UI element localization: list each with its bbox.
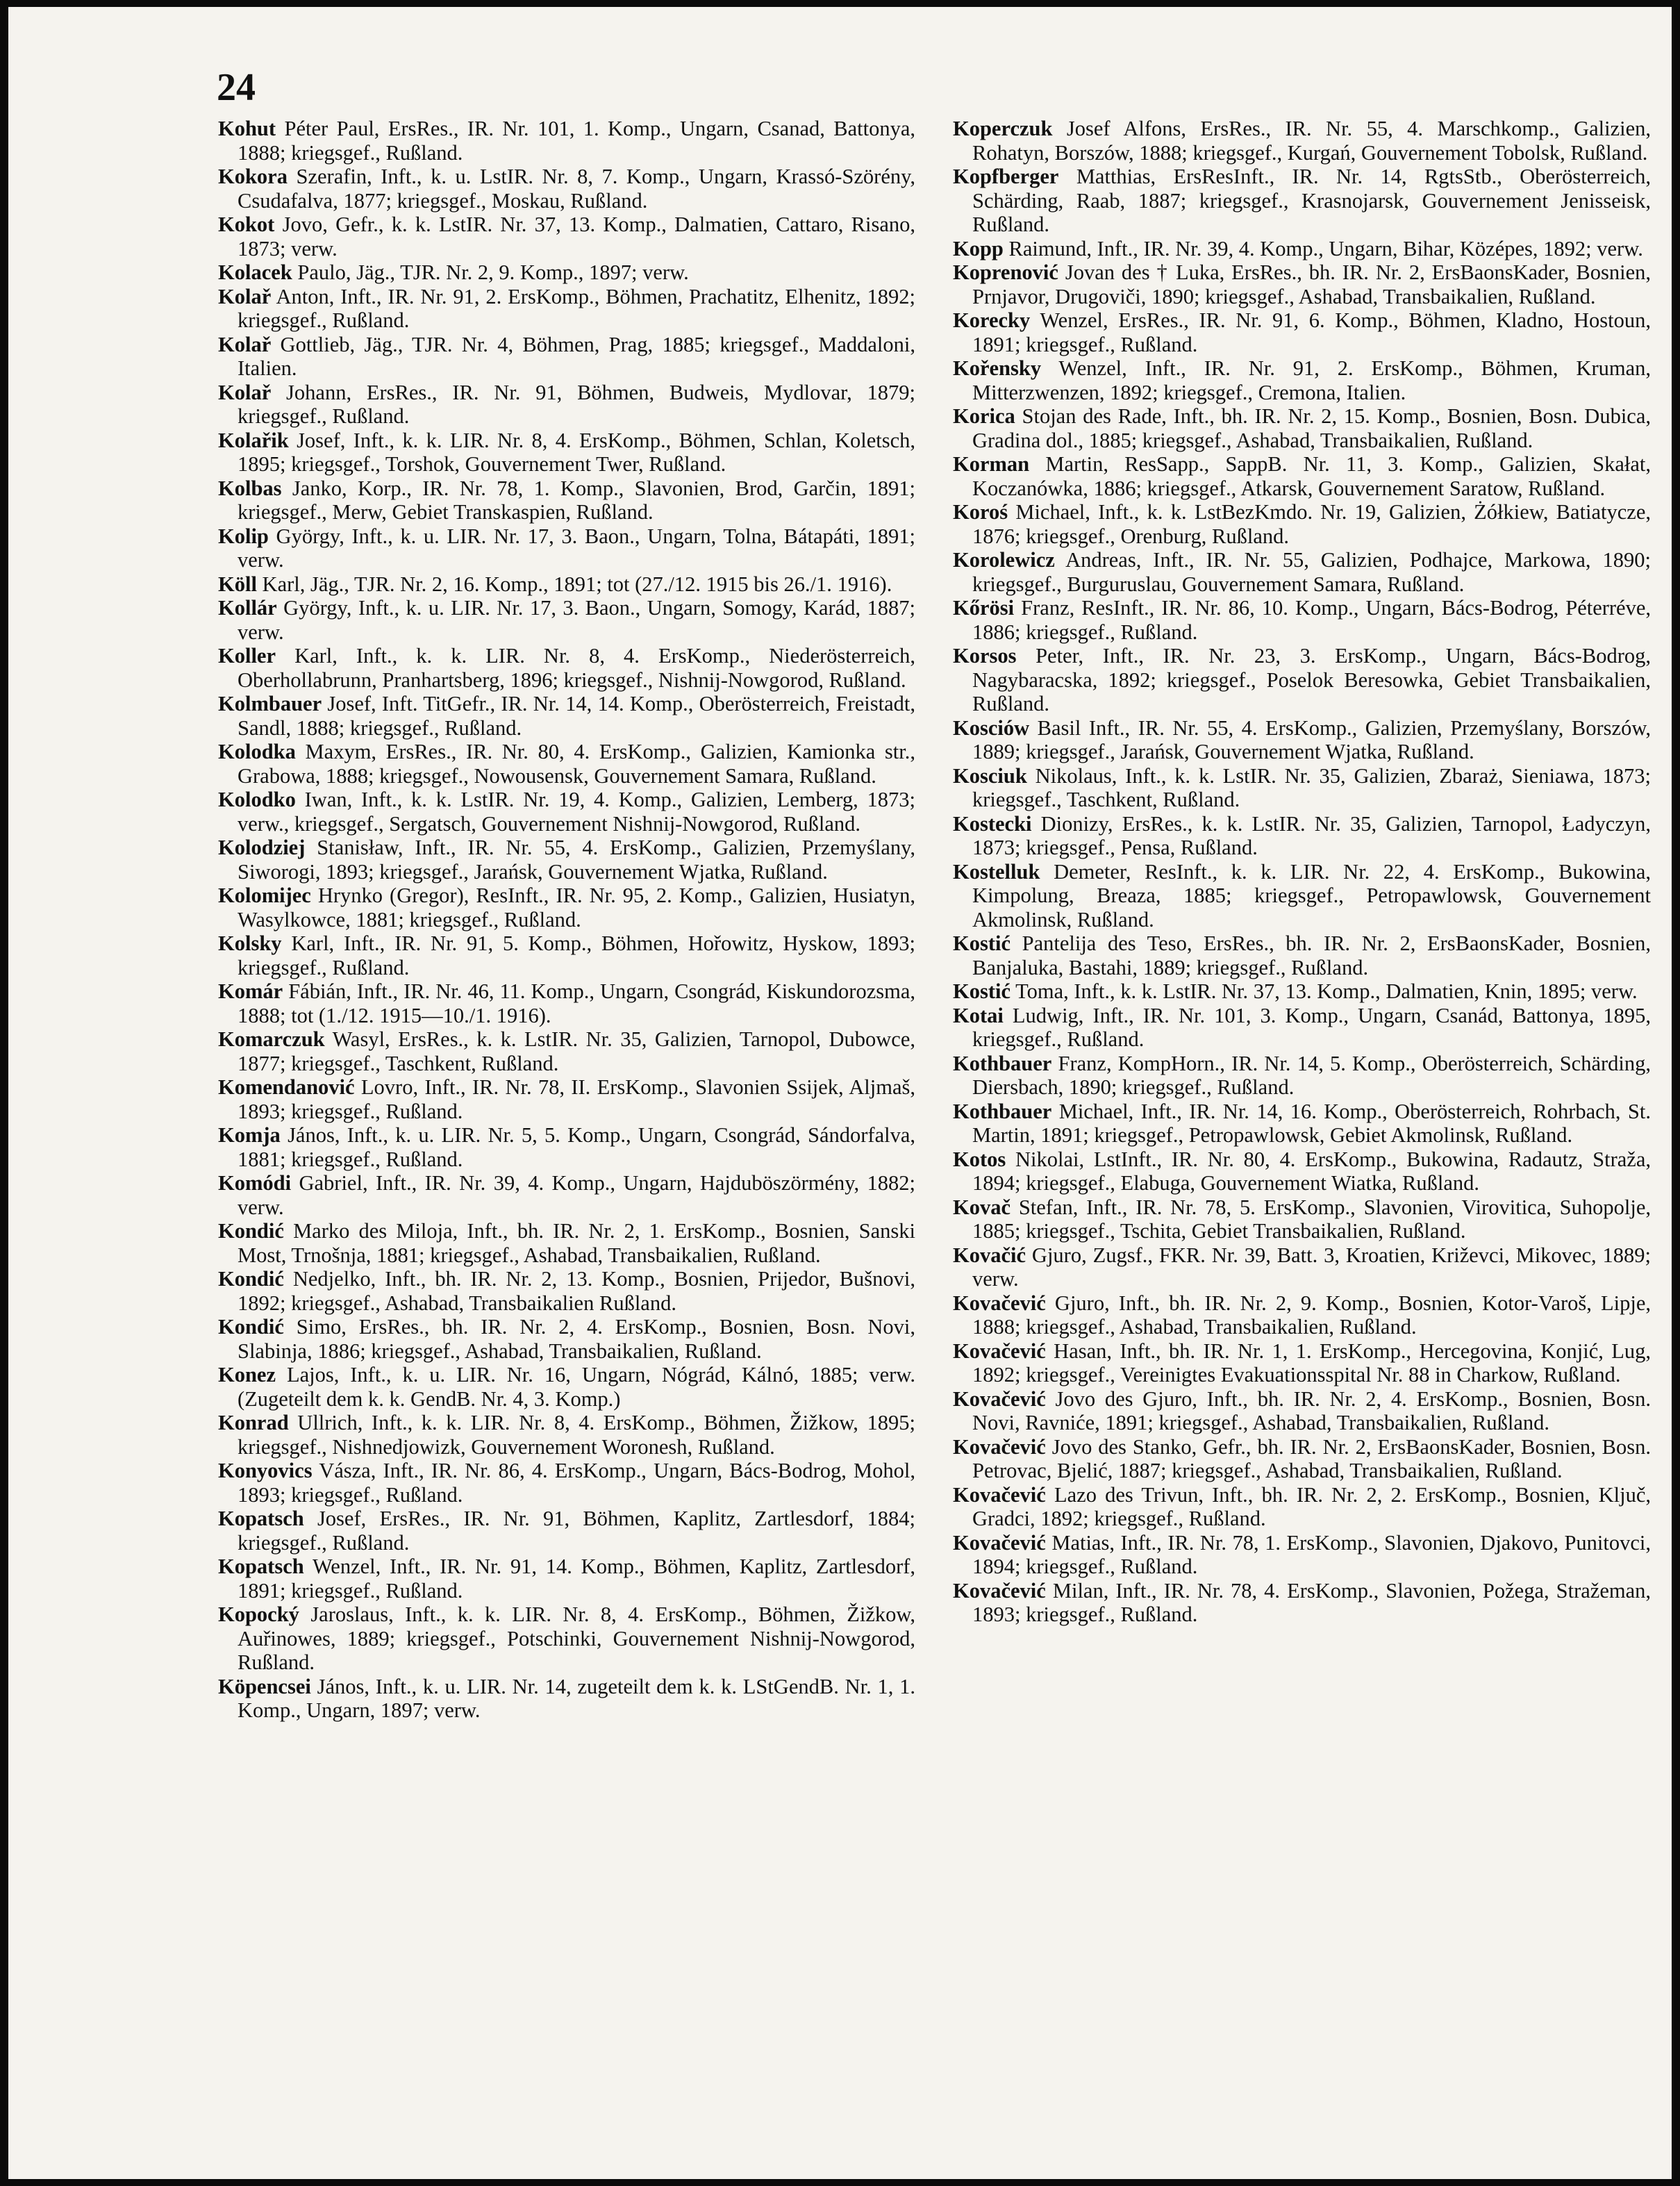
entry-details: Janko, Korp., IR. Nr. 78, 1. Komp., Slavonien, Brod, Garčin, 1891; kriegsgef., Merw, Gebiet Transkaspien, Rußland. bbox=[238, 476, 915, 524]
entry-details: Jaroslaus, Inft., k. k. LIR. Nr. 8, 4. ErsKomp., Böhmen, Žižkow, Auřinowes, 1889; kriegsgef., Potschinki, Gouvernement Nishnij-Nowgorod, Rußland. bbox=[238, 1603, 915, 1674]
entry-details: Hrynko (Gregor), ResInft., IR. Nr. 95, 2. Komp., Galizien, Husiatyn, Wasylkowce, 1881; kriegsgef., Rußland. bbox=[238, 884, 915, 931]
register-entry bbox=[953, 260, 1651, 308]
register-entry bbox=[218, 1315, 915, 1363]
register-entry bbox=[953, 308, 1651, 356]
register-entry bbox=[218, 429, 915, 477]
register-entry bbox=[218, 572, 915, 597]
entry-details: Lajos, Inft., k. u. LIR. Nr. 16, Ungarn, Nógrád, Kálnó, 1885; verw. (Zugeteilt dem k. k. GendB. Nr. 4, 3. Komp.) bbox=[238, 1363, 915, 1411]
entry-surname: Kovačić bbox=[953, 1243, 1026, 1267]
entry-surname: Kovačević bbox=[953, 1386, 1046, 1411]
entry-surname: Kolař bbox=[218, 332, 272, 356]
register-entry bbox=[953, 1243, 1651, 1291]
entry-details: Wenzel, ErsRes., IR. Nr. 91, 6. Komp., Böhmen, Kladno, Hostoun, 1891; kriegsgef., Rußland. bbox=[972, 308, 1651, 356]
entry-details: Karl, Jäg., TJR. Nr. 2, 16. Komp., 1891; tot (27./12. 1915 bis 26./1. 1916). bbox=[262, 572, 892, 596]
entry-details: Milan, Inft., IR. Nr. 78, 4. ErsKomp., Slavonien, Požega, Stražeman, 1893; kriegsgef., Rußland. bbox=[972, 1578, 1651, 1626]
register-entry bbox=[218, 1075, 915, 1123]
entry-details: Lovro, Inft., IR. Nr. 78, II. ErsKomp., Slavonien Ssijek, Aljmaš, 1893; kriegsgef., Rußland. bbox=[238, 1075, 915, 1123]
register-entry bbox=[953, 548, 1651, 596]
entry-details: Szerafin, Inft., k. u. LstIR. Nr. 8, 7. Komp., Ungarn, Krassó-Szörény, Csudafalva, 1877; kriegsgef., Moskau, Rußland. bbox=[238, 165, 915, 213]
entry-surname: Kopatsch bbox=[218, 1507, 304, 1530]
entry-surname: Kotos bbox=[953, 1147, 1006, 1171]
entry-details: Gottlieb, Jäg., TJR. Nr. 4, Böhmen, Prag, 1885; kriegsgef., Maddaloni, Italien. bbox=[238, 332, 915, 380]
entry-surname: Korica bbox=[953, 404, 1015, 428]
entry-surname: Kohut bbox=[218, 117, 276, 140]
register-entry bbox=[218, 644, 915, 692]
entry-surname: Kondić bbox=[218, 1267, 284, 1291]
entry-details: Simo, ErsRes., bh. IR. Nr. 2, 4. ErsKomp., Bosnien, Bosn. Novi, Slabinja, 1886; kriegsgef., Ashabad, Transbaikalien, Rußland. bbox=[238, 1315, 915, 1363]
entry-details: Paulo, Jäg., TJR. Nr. 2, 9. Komp., 1897; verw. bbox=[297, 260, 689, 284]
entry-surname: Kolodziej bbox=[218, 836, 306, 859]
entry-details: Gabriel, Inft., IR. Nr. 39, 4. Komp., Ungarn, Hajduböszörmény, 1882; verw. bbox=[238, 1171, 915, 1219]
register-entry bbox=[218, 1603, 915, 1675]
register-entry bbox=[953, 979, 1651, 1004]
register-entry bbox=[218, 1123, 915, 1171]
register-entry bbox=[953, 1387, 1651, 1435]
entry-details: Wenzel, Inft., IR. Nr. 91, 14. Komp., Böhmen, Kaplitz, Zartlesdorf, 1891; kriegsgef., Rußland. bbox=[238, 1555, 915, 1603]
entry-details: Karl, Inft., IR. Nr. 91, 5. Komp., Böhmen, Hořowitz, Hyskow, 1893; kriegsgef., Rußland. bbox=[238, 931, 915, 979]
entry-surname: Kořensky bbox=[953, 356, 1042, 380]
entry-surname: Kollár bbox=[218, 596, 277, 620]
entry-surname: Kopatsch bbox=[218, 1555, 304, 1578]
entry-surname: Kovačević bbox=[953, 1578, 1046, 1603]
entry-surname: Konez bbox=[218, 1363, 276, 1386]
entry-details: Ludwig, Inft., IR. Nr. 101, 3. Komp., Ungarn, Csanád, Battonya, 1895, kriegsgef., Rußland. bbox=[972, 1003, 1651, 1051]
entry-details: Dionizy, ErsRes., k. k. LstIR. Nr. 35, Galizien, Tarnopol, Ładyczyn, 1873; kriegsgef., Pensa, Rußland. bbox=[972, 811, 1651, 859]
entry-surname: Kondić bbox=[218, 1315, 284, 1339]
entry-details: Gjuro, Inft., bh. IR. Nr. 2, 9. Komp., Bosnien, Kotor-Varoš, Lipje, 1888; kriegsgef., Ashabad, Transbaikalien, Rußland. bbox=[972, 1291, 1651, 1339]
register-entry bbox=[218, 1411, 915, 1459]
entry-surname: Kovačević bbox=[953, 1530, 1046, 1555]
register-entry bbox=[953, 596, 1651, 644]
entry-details: Gjuro, Zugsf., FKR. Nr. 39, Batt. 3, Kroatien, Križevci, Mikovec, 1889; verw. bbox=[972, 1243, 1651, 1291]
entry-details: Karl, Inft., k. k. LIR. Nr. 8, 4. ErsKomp., Niederösterreich, Oberhollabrunn, Pranhartsberg, 1896; kriegsgef., Nishnij-Nowgorod, Rußland. bbox=[238, 644, 915, 692]
register-entry bbox=[953, 165, 1651, 237]
entry-surname: Kolmbauer bbox=[218, 692, 322, 715]
entry-details: Franz, KompHorn., IR. Nr. 14, 5. Komp., Oberösterreich, Schärding, Diersbach, 1890; kriegsgef., Rußland. bbox=[972, 1051, 1651, 1099]
entry-details: Nedjelko, Inft., bh. IR. Nr. 2, 13. Komp., Bosnien, Prijedor, Bušnovi, 1892; kriegsgef., Ashabad, Transbaikalien Rußland. bbox=[238, 1267, 915, 1315]
entry-surname: Kolodko bbox=[218, 788, 296, 811]
register-entry bbox=[953, 500, 1651, 548]
entry-details: Toma, Inft., k. k. LstIR. Nr. 37, 13. Komp., Dalmatien, Knin, 1895; verw. bbox=[1015, 979, 1638, 1003]
entry-details: Marko des Miloja, Inft., bh. IR. Nr. 2, 1. ErsKomp., Bosnien, Sanski Most, Trnošnja, 1881; kriegsgef., Ashabad, Transbaikalien, Rußland. bbox=[238, 1219, 915, 1267]
entry-surname: Komódi bbox=[218, 1171, 292, 1195]
entry-details: Franz, ResInft., IR. Nr. 86, 10. Komp., Ungarn, Bács-Bodrog, Péterréve, 1886; kriegsgef., Rußland. bbox=[972, 596, 1651, 644]
entry-surname: Korman bbox=[953, 452, 1030, 476]
entry-surname: Koroś bbox=[953, 500, 1008, 524]
register-entry bbox=[218, 1459, 915, 1507]
entry-details: Raimund, Inft., IR. Nr. 39, 4. Komp., Ungarn, Bihar, Középes, 1892; verw. bbox=[1008, 236, 1643, 260]
entry-details: Josef Alfons, ErsRes., IR. Nr. 55, 4. Marschkomp., Galizien, Rohatyn, Borszów, 1888; kriegsgef., Kurgań, Gouvernement Tobolsk, Rußland. bbox=[972, 117, 1651, 165]
entry-surname: Köpencsei bbox=[218, 1674, 311, 1698]
entry-surname: Koprenović bbox=[953, 260, 1058, 284]
register-entry bbox=[218, 213, 915, 260]
entry-surname: Koperczuk bbox=[953, 117, 1053, 140]
entry-details: Péter Paul, ErsRes., IR. Nr. 101, 1. Komp., Ungarn, Csanad, Battonya, 1888; kriegsgef., Rußland. bbox=[238, 117, 915, 165]
entry-surname: Kolařik bbox=[218, 428, 289, 452]
entry-details: János, Inft., k. u. LIR. Nr. 5, 5. Komp., Ungarn, Csongrád, Sándorfalva, 1881; kriegsgef., Rußland. bbox=[238, 1123, 915, 1171]
entry-surname: Kosciów bbox=[953, 715, 1030, 740]
entry-details: György, Inft., k. u. LIR. Nr. 17, 3. Baon., Ungarn, Tolna, Bátapáti, 1891; verw. bbox=[238, 524, 915, 572]
entry-surname: Kotai bbox=[953, 1003, 1004, 1027]
entry-details: Wenzel, Inft., IR. Nr. 91, 2. ErsKomp., Böhmen, Kruman, Mitterzwenzen, 1892; kriegsgef., Cremona, Italien. bbox=[972, 356, 1651, 404]
entry-surname: Kostelluk bbox=[953, 859, 1040, 884]
entry-surname: Kopocký bbox=[218, 1603, 299, 1626]
register-entry bbox=[953, 764, 1651, 812]
entry-surname: Kovačević bbox=[953, 1482, 1046, 1507]
entry-surname: Köll bbox=[218, 572, 257, 596]
entry-surname: Kovačević bbox=[953, 1434, 1046, 1459]
register-entry bbox=[218, 1507, 915, 1555]
register-entry bbox=[218, 285, 915, 333]
entry-surname: Kolař bbox=[218, 380, 272, 404]
entry-details: Basil Inft., IR. Nr. 55, 4. ErsKomp., Galizien, Przemyślany, Borszów, 1889; kriegsgef., Jarańsk, Gouvernement Wjatka, Rußland. bbox=[972, 715, 1651, 763]
entry-details: Johann, ErsRes., IR. Nr. 91, Böhmen, Budweis, Mydlovar, 1879; kriegsgef., Rußland. bbox=[238, 380, 915, 428]
register-entry bbox=[218, 381, 915, 429]
register-entry bbox=[953, 812, 1651, 860]
entry-details: Michael, Inft., IR. Nr. 14, 16. Komp., Oberösterreich, Rohrbach, St. Martin, 1891; kriegsgef., Petropawlowsk, Gebiet Akmolinsk, Rußland. bbox=[972, 1099, 1651, 1147]
entry-details: Andreas, Inft., IR. Nr. 55, Galizien, Podhajce, Markowa, 1890; kriegsgef., Burguruslau, Gouvernement Samara, Rußland. bbox=[972, 548, 1651, 596]
page-number: 24 bbox=[217, 66, 256, 109]
entry-surname: Kokora bbox=[218, 165, 288, 188]
register-entry bbox=[218, 333, 915, 381]
register-entry bbox=[953, 860, 1651, 932]
register-entry bbox=[218, 788, 915, 836]
register-entry bbox=[218, 692, 915, 740]
register-entry bbox=[953, 1052, 1651, 1100]
entry-details: Josef, Inft., k. k. LIR. Nr. 8, 4. ErsKomp., Böhmen, Schlan, Koletsch, 1895; kriegsgef., Torshok, Gouvernement Twer, Rußland. bbox=[238, 428, 915, 476]
entry-details: Matthias, ErsResInft., IR. Nr. 14, RgtsStb., Oberösterreich, Schärding, Raab, 1887; kriegsgef., Krasnojarsk, Gouvernement Jenisseisk, Rußland. bbox=[972, 165, 1651, 236]
register-entry bbox=[218, 740, 915, 788]
register-entry bbox=[953, 1291, 1651, 1339]
entry-details: Michael, Inft., k. k. LstBezKmdo. Nr. 19, Galizien, Żółkiew, Batiatycze, 1876; kriegsgef., Orenburg, Rußland. bbox=[972, 500, 1651, 548]
entry-surname: Komarczuk bbox=[218, 1027, 325, 1051]
entry-details: Josef, Inft. TitGefr., IR. Nr. 14, 14. Komp., Oberösterreich, Freistadt, Sandl, 1888; kriegsgef., Rußland. bbox=[238, 692, 915, 740]
entry-surname: Korolewicz bbox=[953, 548, 1055, 572]
register-entry bbox=[218, 1363, 915, 1411]
register-entry bbox=[218, 1555, 915, 1603]
entry-details: Matias, Inft., IR. Nr. 78, 1. ErsKomp., Slavonien, Djakovo, Punitovci, 1894; kriegsgef., Rußland. bbox=[972, 1530, 1651, 1578]
entry-details: Nikolaus, Inft., k. k. LstIR. Nr. 35, Galizien, Zbaraż, Sieniawa, 1873; kriegsgef., Taschkent, Rußland. bbox=[972, 763, 1651, 811]
register-entry bbox=[218, 1219, 915, 1267]
entry-surname: Kovačević bbox=[953, 1291, 1046, 1315]
entry-details: Jovo des Gjuro, Inft., bh. IR. Nr. 2, 4. ErsKomp., Bosnien, Bosn. Novi, Ravniće, 1891; kriegsgef., Ashabad, Transbaikalien, Rußland. bbox=[972, 1386, 1651, 1434]
right-column bbox=[953, 117, 1651, 2145]
entry-details: Josef, ErsRes., IR. Nr. 91, Böhmen, Kaplitz, Zartlesdorf, 1884; kriegsgef., Rußland. bbox=[238, 1507, 915, 1555]
register-entry bbox=[218, 260, 915, 285]
entry-surname: Kolsky bbox=[218, 931, 282, 955]
entry-surname: Koller bbox=[218, 644, 276, 668]
register-entry bbox=[953, 644, 1651, 716]
left-column bbox=[218, 117, 915, 2145]
entry-details: Vásza, Inft., IR. Nr. 86, 4. ErsKomp., Ungarn, Bács-Bodrog, Mohol, 1893; kriegsgef., Rußland. bbox=[238, 1459, 915, 1507]
entry-surname: Kokot bbox=[218, 213, 275, 236]
entry-surname: Komja bbox=[218, 1123, 281, 1147]
entry-details: Hasan, Inft., bh. IR. Nr. 1, 1. ErsKomp., Hercegovina, Konjić, Lug, 1892; kriegsgef., Vereinigtes Evakuationsspital Nr. 88 in Charkow, Rußland. bbox=[972, 1339, 1651, 1386]
register-entry bbox=[953, 1531, 1651, 1579]
register-entry bbox=[218, 1171, 915, 1219]
entry-details: Ullrich, Inft., k. k. LIR. Nr. 8, 4. ErsKomp., Böhmen, Žižkow, 1895; kriegsgef., Nishnedjowizk, Gouvernement Woronesh, Rußland. bbox=[238, 1411, 915, 1459]
entry-surname: Konyovics bbox=[218, 1459, 313, 1482]
entry-details: Jovan des † Luka, ErsRes., bh. IR. Nr. 2, ErsBaonsKader, Bosnien, Prnjavor, Drugoviči, 1890; kriegsgef., Ashabad, Transbaikalien, Rußland. bbox=[972, 260, 1651, 308]
entry-surname: Komendanović bbox=[218, 1075, 355, 1099]
entry-surname: Kostecki bbox=[953, 811, 1032, 836]
entry-details: Stefan, Inft., IR. Nr. 78, 5. ErsKomp., Slavonien, Virovitica, Suhopolje, 1885; kriegsgef., Tschita, Gebiet Transbaikalien, Rußland. bbox=[972, 1195, 1651, 1243]
register-entry bbox=[953, 1004, 1651, 1052]
entry-surname: Kolbas bbox=[218, 476, 282, 500]
register-entry bbox=[953, 1579, 1651, 1627]
register-entry bbox=[953, 1339, 1651, 1387]
register-entry bbox=[953, 237, 1651, 261]
entry-details: György, Inft., k. u. LIR. Nr. 17, 3. Baon., Ungarn, Somogy, Karád, 1887; verw. bbox=[238, 596, 915, 644]
document-page bbox=[8, 7, 1672, 2179]
entry-surname: Komár bbox=[218, 979, 283, 1003]
entry-details: János, Inft., k. u. LIR. Nr. 14, zugeteilt dem k. k. LStGendB. Nr. 1, 1. Komp., Ungarn, 1897; verw. bbox=[238, 1674, 915, 1722]
entry-details: Maxym, ErsRes., IR. Nr. 80, 4. ErsKomp., Galizien, Kamionka str., Grabowa, 1888; kriegsgef., Nowousensk, Gouvernement Samara, Rußland. bbox=[238, 740, 915, 788]
entry-surname: Kőrösi bbox=[953, 596, 1015, 620]
register-entry bbox=[218, 477, 915, 524]
entry-surname: Kothbauer bbox=[953, 1051, 1052, 1075]
entry-surname: Kovač bbox=[953, 1195, 1011, 1219]
register-entry bbox=[953, 356, 1651, 404]
entry-surname: Kovačević bbox=[953, 1339, 1046, 1363]
entry-details: Fábián, Inft., IR. Nr. 46, 11. Komp., Ungarn, Csongrád, Kiskundorozsma, 1888; tot (1./12. 1915—10./1. 1916). bbox=[238, 979, 915, 1027]
register-entry bbox=[218, 836, 915, 884]
register-entry bbox=[218, 1027, 915, 1075]
register-entry bbox=[218, 524, 915, 572]
entry-surname: Kolomijec bbox=[218, 884, 311, 907]
entry-surname: Kopfberger bbox=[953, 165, 1059, 188]
entry-details: Demeter, ResInft., k. k. LIR. Nr. 22, 4. ErsKomp., Bukowina, Kimpolung, Breaza, 1885; kriegsgef., Petropawlowsk, Gouvernement Akmolinsk, Rußland. bbox=[972, 859, 1651, 931]
entry-details: Lazo des Trivun, Inft., bh. IR. Nr. 2, 2. ErsKomp., Bosnien, Ključ, Gradci, 1892; kriegsgef., Rußland. bbox=[972, 1482, 1651, 1530]
register-entry bbox=[218, 1267, 915, 1315]
entry-surname: Kosciuk bbox=[953, 763, 1027, 788]
entry-surname: Kondić bbox=[218, 1219, 284, 1243]
entry-surname: Kolodka bbox=[218, 740, 296, 763]
entry-surname: Kothbauer bbox=[953, 1099, 1052, 1123]
entry-details: Wasyl, ErsRes., k. k. LstIR. Nr. 35, Galizien, Tarnopol, Dubowce, 1877; kriegsgef., Taschkent, Rußland. bbox=[238, 1027, 915, 1075]
register-entry bbox=[953, 404, 1651, 452]
register-entry bbox=[953, 1435, 1651, 1483]
register-entry bbox=[953, 117, 1651, 165]
register-entry bbox=[953, 1100, 1651, 1148]
register-entry bbox=[218, 1675, 915, 1723]
entry-details: Stanisław, Inft., IR. Nr. 55, 4. ErsKomp., Galizien, Przemyślany, Siworogi, 1893; kriegsgef., Jarańsk, Gouvernement Wjatka, Rußland. bbox=[238, 836, 915, 884]
entry-surname: Kolacek bbox=[218, 260, 292, 284]
entry-surname: Kolař bbox=[218, 284, 272, 308]
entry-details: Pantelija des Teso, ErsRes., bh. IR. Nr. 2, ErsBaonsKader, Bosnien, Banjaluka, Bastahi, 1889; kriegsgef., Rußland. bbox=[972, 931, 1651, 979]
register-entry bbox=[218, 165, 915, 213]
entry-details: Anton, Inft., IR. Nr. 91, 2. ErsKomp., Böhmen, Prachatitz, Elhenitz, 1892; kriegsgef., Rußland. bbox=[238, 284, 915, 332]
entry-surname: Korsos bbox=[953, 644, 1017, 668]
register-entry bbox=[218, 979, 915, 1027]
entry-surname: Kolip bbox=[218, 524, 269, 548]
entry-surname: Konrad bbox=[218, 1411, 289, 1434]
register-entry bbox=[953, 1195, 1651, 1243]
entry-surname: Korecky bbox=[953, 308, 1031, 332]
register-entry bbox=[953, 1483, 1651, 1531]
entry-details: Iwan, Inft., k. k. LstIR. Nr. 19, 4. Komp., Galizien, Lemberg, 1873; verw., kriegsgef., Sergatsch, Gouvernement Nishnij-Nowgorod, Rußland. bbox=[238, 788, 915, 836]
entry-details: Jovo, Gefr., k. k. LstIR. Nr. 37, 13. Komp., Dalmatien, Cattaro, Risano, 1873; verw. bbox=[238, 213, 915, 260]
register-entry bbox=[218, 884, 915, 931]
entry-surname: Kostić bbox=[953, 931, 1011, 955]
register-entry bbox=[953, 716, 1651, 764]
register-entry bbox=[218, 117, 915, 165]
register-entry bbox=[953, 1148, 1651, 1195]
register-entry bbox=[953, 452, 1651, 500]
register-entry bbox=[218, 596, 915, 644]
entry-details: Nikolai, LstInft., IR. Nr. 80, 4. ErsKomp., Bukowina, Radautz, Straža, 1894; kriegsgef., Elabuga, Gouvernement Wiatka, Rußland. bbox=[972, 1147, 1651, 1195]
entry-details: Peter, Inft., IR. Nr. 23, 3. ErsKomp., Ungarn, Bács-Bodrog, Nagybaracska, 1892; kriegsgef., Poselok Beresowka, Gebiet Transbaikalien, Rußland. bbox=[972, 644, 1651, 715]
entry-details: Stojan des Rade, Inft., bh. IR. Nr. 2, 15. Komp., Bosnien, Bosn. Dubica, Gradina dol., 1885; kriegsgef., Ashabad, Transbaikalien, Rußland. bbox=[972, 404, 1651, 452]
entry-surname: Kopp bbox=[953, 236, 1004, 260]
entry-details: Jovo des Stanko, Gefr., bh. IR. Nr. 2, ErsBaonsKader, Bosnien, Bosn. Petrovac, Bjelić, 1887; kriegsgef., Ashabad, Transbaikalien, Rußland. bbox=[972, 1434, 1651, 1482]
entry-details: Martin, ResSapp., SappB. Nr. 11, 3. Komp., Galizien, Skałat, Koczanówka, 1886; kriegsgef., Atkarsk, Gouvernement Saratow, Rußland. bbox=[972, 452, 1651, 500]
register-entry bbox=[953, 931, 1651, 979]
register-entry bbox=[218, 931, 915, 979]
entry-surname: Kostić bbox=[953, 979, 1011, 1003]
